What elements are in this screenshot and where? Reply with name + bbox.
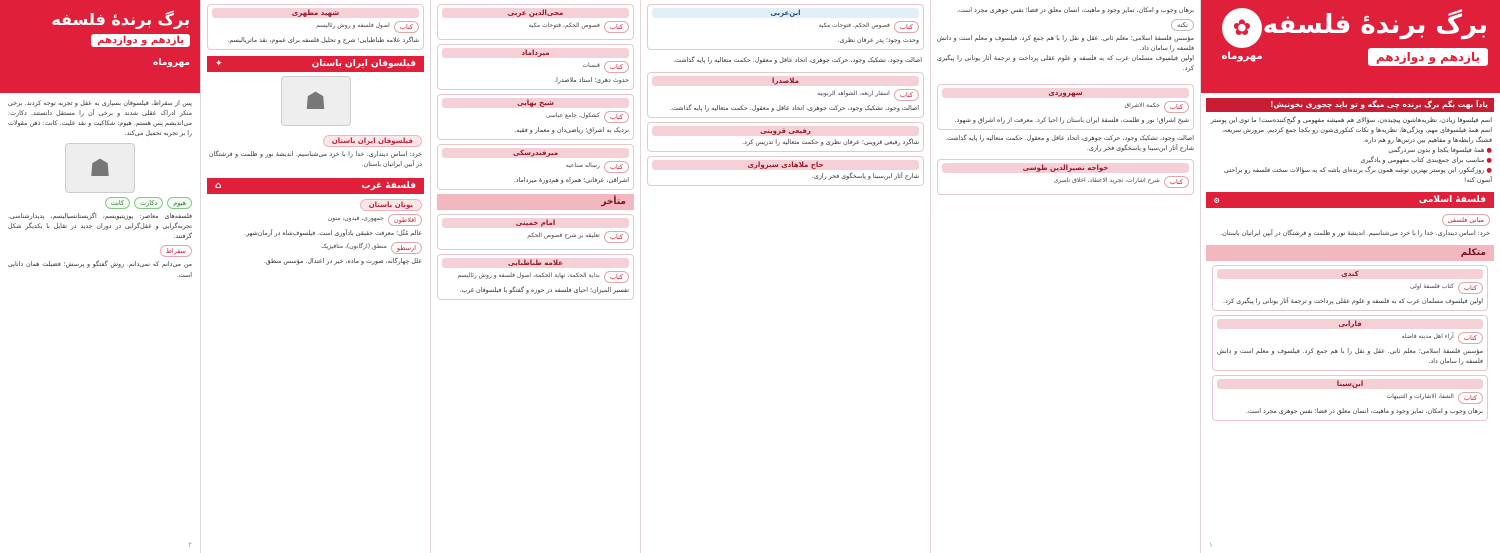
philosopher-card-mir [437, 4, 634, 40]
philosopher-card-sabzevari [647, 156, 924, 186]
tusi-detail: شارح آثار ابن‌سینا و پاسخگوی فخر رازی. [1086, 145, 1194, 153]
page-number: ۱ [1209, 541, 1213, 549]
column-2 [930, 0, 1200, 553]
philosopher-card-tabatabai [437, 254, 634, 300]
concept-tag: مبانی فلسفی [1442, 214, 1490, 226]
philosopher-card-farabi [1212, 315, 1488, 371]
book-tag: کتاب [604, 161, 629, 173]
book-title: کشکول، جامع عباسی [545, 112, 600, 120]
philosopher-name: میرداماد [442, 48, 629, 58]
philosopher-name: ابن‌سینا [1217, 379, 1483, 389]
socrates-text: من می‌دانم که نمی‌دانم. روش گفتگو و پرسش؛ فضیلت همان دانایی است. [8, 261, 192, 279]
philosopher-name: سهروردی [942, 88, 1189, 98]
cover-panel [1200, 0, 1500, 553]
philosopher-description: شاگرد علامه طباطبایی؛ شرح و تحلیل فلسفه برای عموم، نقد ماتریالیسم. [227, 37, 419, 44]
philosopher-card-kindi [1212, 265, 1488, 311]
back-cover-band [0, 0, 200, 93]
philosopher-name: امام خمینی [442, 218, 629, 228]
book-title: آراء اهل مدینه فاضله [1401, 333, 1454, 341]
philosopher-card-motahhari [207, 4, 424, 50]
book-tag: کتاب [604, 231, 629, 243]
book-tag: کتاب [1164, 101, 1189, 113]
philosopher-description: اولین فیلسوف مسلمان عرب که به فلسفه و علوم عقلی پرداخت و ترجمهٔ آثار یونانی را پیگیری کرد. [1223, 298, 1483, 306]
iran-ancient-subhead: فیلسوفان ایران باستان [323, 135, 422, 147]
philosopher-card-rafiei [647, 122, 924, 152]
book-title: فصوص الحکم، فتوحات مکیه [528, 22, 600, 29]
section-header-islamic: فلسفهٔ اسلامی ۞ [1206, 192, 1494, 208]
book-title: بدایة الحکمة، نهایة الحکمة، اصول فلسفه و روش رئالیسم [457, 272, 600, 280]
book-title: الشفا، الاشارات و التنبیهات [1386, 393, 1454, 401]
book-title: حکمة الاشراق [1124, 102, 1160, 110]
book-tag: کتاب [604, 21, 629, 33]
thinker-statue-illustration: ☗ [65, 143, 135, 193]
cover-header [1200, 0, 1500, 93]
section-header-mutakallim: متکلم [1206, 245, 1494, 261]
section-header-west: فلسفهٔ غرب ⌂ [207, 178, 424, 194]
book-tag: کتاب [604, 111, 629, 123]
intro-paragraph: اسم فیلسوفا زیادن، نظریه‌هاشون پیچیده‌ن، سؤالای هم همیشه مفهومی و گیج‌کننده‌ست! ما توی این پوستر اسم همهٔ فیلسوفای مهم، ویژگی‌ها، نظریه‌ها و نکات کنکوری‌شون رو یکجا جمع کردیم. مرورش سریعه، قشنگ رابطه‌ها و مفاهیم بین درس‌ها رو هم داره. [1210, 116, 1492, 144]
mosque-icon: ۞ [1214, 195, 1220, 205]
philosopher-card-sheikh-bahai [437, 94, 634, 140]
book-title: اسفار اربعه، الشواهد الربوبیه [817, 90, 890, 98]
kindi-extended-text: اولین فیلسوف مسلمان عرب که به فلسفه و علوم عقلی پرداخت و ترجمهٔ آثار یونانی را پیگیری کرد. [937, 55, 1194, 73]
suhrawardi-detail: اصالت وجود، تشکیک وجود، حرکت جوهری، اتحاد عاقل و معقول. حکمت متعالیه را پایه گذاشت. [945, 135, 1194, 143]
aristotle-books: منطق (ارگانون)، متافیزیک [321, 243, 387, 251]
islamic-section [1206, 192, 1494, 425]
column-5 [200, 0, 430, 553]
page-number: ۲ [188, 541, 192, 549]
farabi-extended-text: مؤسس فلسفهٔ اسلامی؛ معلم ثانی. عقل و نقل را با هم جمع کرد. فیلسوف و معلم است و دانش فلسفه را سامان داد. [937, 35, 1194, 53]
philosopher-name: خواجه نصیرالدین طوسی [942, 163, 1189, 173]
mulla-sadra-text: اصالت وجود، تشکیک وجود، حرکت جوهری، اتحاد عاقل و معقول. حکمت متعالیه را پایه گذاشت. [673, 57, 922, 65]
modern-philosophy-text: پس از سقراط، فیلسوفان بسیاری به عقل و تجربه توجه کردند. برخی منکر ادراک عقلی شدند و برخی آن را مستقل دانستند. دکارت: می‌اندیشم پس هستم. هیوم: شکاکیت و نقد علیت. کانت: ذهن مقولات را بر تجربه تحمیل می‌کند. [8, 100, 192, 138]
thinker-icon: ✦ [215, 59, 223, 70]
column-icon: ⌂ [215, 181, 222, 192]
aristotle-text: علل چهارگانه، صورت و ماده، خیر در اعتدال. مؤسس منطق. [263, 258, 422, 266]
philosopher-description: شارح آثار ابن‌سینا و پاسخگوی فخر رازی. [811, 173, 919, 181]
descartes-tag: دکارت [134, 197, 163, 209]
philosopher-name: حاج ملاهادی سبزواری [652, 160, 919, 170]
book-title: قبسات [582, 62, 600, 69]
philosopher-description: برهان وجوب و امکان، تمایز وجود و ماهیت، انسان معلق در فضا؛ نفس جوهری مجرد است. [1245, 408, 1483, 416]
book-tag: کتاب [1458, 332, 1483, 344]
book-tag: کتاب [604, 271, 629, 283]
plato-books: جمهوری، فیدون، منون [327, 215, 384, 223]
philosopher-name: رفیعی قزوینی [652, 126, 919, 136]
philosopher-card-avicenna [1212, 375, 1488, 421]
socrates-tag: سقراط [160, 245, 192, 257]
philosopher-card-tusi [937, 159, 1194, 195]
philosopher-name: شهید مطهری [212, 8, 419, 18]
philosopher-card-suhrawardi [937, 84, 1194, 130]
book-title: رساله صناعیه [565, 162, 600, 170]
back-cover-subtitle: یازدهم و دوازدهم [91, 34, 190, 47]
aristotle-tag: ارسطو [391, 242, 422, 254]
philosopher-name: فارابی [1217, 319, 1483, 329]
column-3 [640, 0, 930, 553]
poster-title: برگ برندهٔ فلسفه [1262, 10, 1488, 40]
book-title: فصوص الحکم، فتوحات مکیه [818, 22, 890, 29]
book-tag: کتاب [1164, 176, 1189, 188]
column-6 [0, 0, 200, 553]
philosopher-description: تفسیر المیزان؛ احیای فلسفه در حوزه و گفتگو با فیلسوفان غرب. [459, 287, 629, 295]
note-tag: نکته [1171, 19, 1194, 31]
philosopher-description: وحدت وجود؛ پدر عرفان نظری. [837, 37, 919, 44]
contemporary-philosophy-text: فلسفه‌های معاصر: پوزیتیویسم، اگزیستانسیالیسم، پدیدارشناسی. تجربه‌گرایی و عقل‌گرایی در دوران جدید در تقابل با یکدیگر شکل گرفتند. [8, 213, 192, 241]
islamic-intro-text: خرد: اساس دینداری. خدا را با خرد می‌شناسیم. اندیشهٔ نور و ظلمت و فرشتگان در آیین ایرانیان باستان. [1220, 230, 1490, 237]
philosopher-card-ibnarabi [647, 4, 924, 50]
book-tag: کتاب [894, 21, 919, 33]
avicenna-extended-text: برهان وجوب و امکان، تمایز وجود و ماهیت، انسان معلق در فضا؛ نفس جوهری مجرد است. [956, 7, 1194, 14]
poster-subtitle: یازدهم و دوازدهم [1368, 48, 1488, 66]
section-header-iran-ancient: فیلسوفان ایران باستان ✦ [207, 56, 424, 72]
brand-logo [1214, 8, 1270, 84]
intro-bullet: ● مناسب برای جمع‌بندی کتاب مفهومی و یادگیری [1360, 155, 1492, 164]
brand-name: مهروماه [1221, 51, 1263, 62]
kant-tag: کانت [105, 197, 130, 209]
book-title: اصول فلسفه و روش رئالیسم [316, 22, 390, 29]
hume-tag: هیوم [167, 197, 192, 209]
book-tag: کتاب [1458, 392, 1483, 404]
back-cover-brand: مهروماه [153, 58, 190, 68]
thinker-statue-illustration: ☗ [281, 76, 351, 126]
book-title: کتاب فلسفهٔ اولی [1410, 283, 1454, 291]
brand-logo-icon: ✿ [1222, 8, 1262, 48]
philosopher-card-mulla-sadra [647, 72, 924, 118]
book-tag: کتاب [604, 61, 629, 73]
philosopher-description: شیخ اشراق؛ نور و ظلمت، فلسفهٔ ایران باستان را احیا کرد. معرفت از راه اشراق و شهود. [954, 117, 1189, 125]
book-tag: کتاب [394, 21, 419, 33]
back-cover-title: برگ برندهٔ فلسفه [51, 10, 190, 29]
philosopher-card-mirfendereski [437, 144, 634, 190]
philosopher-card-mir-damad [437, 44, 634, 90]
philosopher-name: شیخ بهایی [442, 98, 629, 108]
column-4 [430, 0, 640, 553]
intro-bullet: ● روزکنکور، این پوستر بهترین توشه همون برگ برنده‌ای باشه که به سؤالات سخت فلسفه رو براحتی آسون کنه! [1224, 165, 1492, 184]
philosopher-name: ابن‌عربی [652, 8, 919, 18]
philosopher-name: ملاصدرا [652, 76, 919, 86]
philosopher-description: شاگرد رفیعی قزوینی؛ عرفان نظری و حکمت متعالیه را تدریس کرد. [742, 139, 919, 147]
philosopher-name: علامه طباطبایی [442, 258, 629, 268]
book-tag: کتاب [1458, 282, 1483, 294]
greek-subhead: یونان باستان [360, 199, 422, 211]
philosopher-description: حدوث دهری؛ استاد ملاصدرا. [554, 77, 629, 84]
philosopher-name: میرفندرسکی [442, 148, 629, 158]
intro-text-block [1208, 116, 1492, 185]
philosopher-description: اصالت وجود، تشکیک وجود، حرکت جوهری، اتحاد عاقل و معقول. حکمت متعالیه را پایه گذاشت. [670, 105, 919, 113]
plato-text: عالم مُثُل؛ معرفت حقیقی یادآوری است. فیلسوف‌شاه در آرمان‌شهر. [244, 230, 422, 238]
philosopher-card-khomeini [437, 214, 634, 250]
book-title: شرح اشارات، تجرید الاعتقاد، اخلاق ناصری [1053, 176, 1160, 184]
philosopher-description: نزدیک به اشراق؛ ریاضی‌دان و معمار و فقیه. [514, 127, 629, 135]
philosopher-name: کندی [1217, 269, 1483, 279]
intro-banner: یادآ بهت بگم برگ برنده چی میگه و تو باید چجوری بخونیش! [1206, 98, 1494, 112]
book-tag: کتاب [894, 89, 919, 101]
plato-tag: افلاطون [388, 214, 422, 226]
philosopher-description: مؤسس فلسفهٔ اسلامی؛ معلم ثانی. عقل و نقل را با هم جمع کرد. فیلسوف و معلم است و دانش فلسفه را سامان داد. [1217, 348, 1483, 366]
philosopher-description: اشراقی، عرفانی؛ همراه و هم‌دورهٔ میرداماد. [513, 177, 629, 185]
intro-bullet: ● همهٔ فیلسوفا یکجا و بدون سردرگمی [1388, 145, 1492, 154]
section-header-muta-akhir: متأخر [437, 194, 634, 210]
book-title: تعلیقه بر شرح فصوص الحکم [527, 232, 600, 240]
philosopher-name: محی‌الدین عربی [442, 8, 629, 18]
iran-ancient-text: خرد: اساس دینداری. خدا را با خرد می‌شناسیم. اندیشهٔ نور و ظلمت و فرشتگان در آیین ایرانیان باستان. [209, 151, 422, 169]
